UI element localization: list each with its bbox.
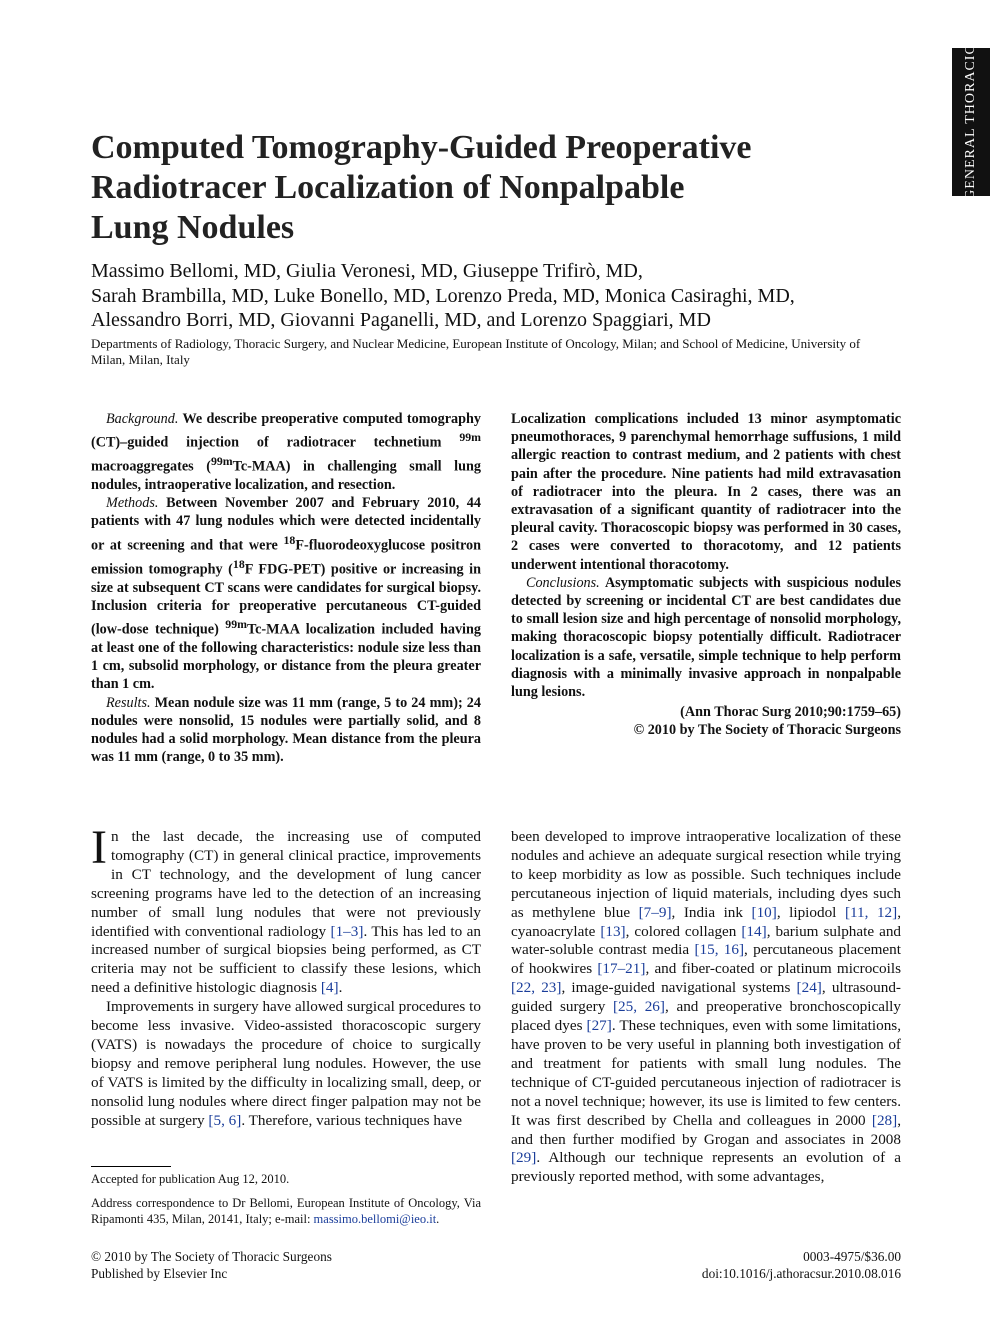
- body-text: , percutaneous placement of hookwires: [511, 941, 901, 978]
- abstract-text: macroaggregates (: [91, 458, 211, 475]
- citation-link[interactable]: [7–9]: [638, 903, 672, 921]
- journal-citation: (Ann Thorac Surg 2010;90:1759–65): [680, 704, 901, 721]
- address-text: .: [436, 1212, 440, 1226]
- abstract-text: Tc-MAA) in challenging small lung nodules, intraoperative localization, and resection.: [91, 458, 481, 494]
- footer-left: [91, 1249, 332, 1282]
- superscript: 99m: [210, 454, 233, 469]
- body-text: , and preoperative bronchoscopically placed dyes: [511, 998, 901, 1035]
- body-text: . Therefore, various techniques have: [241, 1111, 463, 1129]
- accepted-date: Accepted for publication Aug 12, 2010.: [91, 1172, 290, 1186]
- abstract-text: We describe preoperative computed tomography (CT)–guided injection of radiotracer technetium: [91, 411, 481, 451]
- superscript: 18: [232, 556, 245, 571]
- abstract-copyright: © 2010 by The Society of Thoracic Surgeons: [633, 722, 901, 739]
- body-text: .: [338, 979, 343, 997]
- title-line: Computed Tomography-Guided Preoperative: [91, 129, 752, 166]
- section-tab-label: GENERAL THORACIC: [963, 44, 978, 200]
- abstract-right-column: [511, 410, 901, 740]
- address-text: Address correspondence to Dr Bellomi, European Institute of Oncology, Via Ripamonti 435, Milan, 20141, Italy; e-mail:: [91, 1196, 481, 1226]
- body-text: . These techniques, even with some limitations, have proven to be very useful in planning both investigation of and treatment for patients with small lung nodules. The technique of CT-guided percutaneous injection of radiotracer is not a novel technique; however, its use is limited to few centers. It was first described by Chella and colleagues in 2000: [511, 1017, 901, 1129]
- abstract-text: F FDG-PET) positive or increasing in size at subsequent CT scans were candidates for surgical biopsy. Inclusion criteria for preoperative percutaneous CT-guided (low-dose technique): [91, 561, 481, 638]
- citation-link[interactable]: [14]: [741, 922, 767, 940]
- author-list: [91, 259, 911, 333]
- article-title: [91, 128, 891, 248]
- abstract-methods: [91, 494, 481, 693]
- title-line: Lung Nodules: [91, 209, 295, 246]
- abstract-text: Between November 2007 and February 2010, 44 patients with 47 lung nodules which were detected incidentally or at screening and that were: [91, 495, 481, 554]
- abstract-text: Tc-MAA localization included having at least one of the following characteristics: nodule size less than 1 cm, subsolid morphology, or distance from the pleura greater than 1 cm.: [91, 621, 481, 693]
- author-line: Sarah Brambilla, MD, Luke Bonello, MD, Lorenzo Preda, MD, Monica Casiraghi, MD,: [91, 284, 795, 307]
- abstract-results-continued: Localization complications included 13 minor asymptomatic pneumothoraces, 9 parenchymal hemorrhage suffusions, 1 mild allergic reaction to contrast medium, and 2 patients with chest pain after the procedure. Nine patients had mild extravasation of radiotracer into the pleura. In 2 cases, there was an extravasation of a significant quantity of radiotracer into the pleural cavity. Thoracoscopic biopsy was performed in 30 cases, 2 cases were converted to thoracotomy, and 12 patients underwent intentional thoracotomy.: [511, 411, 901, 573]
- citation-link[interactable]: [29]: [511, 1149, 537, 1167]
- footer-doi: doi:10.1016/j.athoracsur.2010.08.016: [701, 1265, 901, 1281]
- abstract-label-results: Results.: [106, 694, 151, 711]
- body-paragraph: [91, 998, 481, 1130]
- abstract-text: Asymptomatic subjects with suspicious nodules detected by screening or incidental CT are best candidates due to small lesion size and high percentage of nonsolid morphology, making thoracoscopic biopsy potentially difficult. Radiotracer localization is a safe, versatile, simple technique to help perform diagnosis with a minimally invasive approach in nonpalpable lung lesions.: [511, 574, 901, 701]
- abstract-text: Mean nodule size was 11 mm (range, 5 to 24 mm); 24 nodules were nonsolid, 15 nodules were partially solid, and 8 nodules had a solid morphology. Mean distance from the pleura was 11 mm (range, 0 to 35 mm).: [91, 694, 481, 766]
- footer-right: [600, 1249, 901, 1282]
- citation-link[interactable]: [15, 16]: [694, 941, 745, 959]
- abstract-left-column: [91, 410, 481, 766]
- footer-copyright: © 2010 by The Society of Thoracic Surgeons: [91, 1249, 332, 1264]
- superscript: 99m: [225, 616, 247, 631]
- footnote-divider: [91, 1166, 171, 1167]
- title-line: Radiotracer Localization of Nonpalpable: [91, 169, 685, 206]
- citation-link[interactable]: [24]: [796, 979, 822, 997]
- footnotes: [91, 1171, 481, 1227]
- email-link[interactable]: massimo.bellomi@ieo.it: [313, 1212, 437, 1226]
- citation-link[interactable]: [28]: [871, 1111, 898, 1129]
- citation-link[interactable]: [25, 26]: [612, 998, 665, 1016]
- body-paragraph: [91, 821, 481, 998]
- body-text: , and fiber-coated or platinum microcoils: [645, 960, 901, 978]
- abstract-results: [91, 694, 481, 767]
- superscript: 99m: [459, 430, 481, 445]
- abstract-background: [91, 410, 481, 494]
- abstract-label-background: Background.: [106, 411, 179, 427]
- citation-link[interactable]: [27]: [586, 1017, 612, 1035]
- abstract-label-conclusions: Conclusions.: [526, 574, 600, 591]
- citation-link[interactable]: [10]: [751, 903, 777, 921]
- citation-link[interactable]: [17–21]: [597, 960, 646, 978]
- abstract-label-methods: Methods.: [106, 495, 159, 512]
- citation-link[interactable]: [4]: [320, 979, 339, 997]
- abstract-conclusions: [511, 574, 901, 701]
- body-right-column: [511, 828, 901, 1187]
- body-text: , India ink: [671, 903, 752, 921]
- body-paragraph: [511, 828, 901, 1187]
- body-left-column: [91, 821, 481, 1131]
- citation-link[interactable]: [13]: [600, 922, 626, 940]
- citation-link[interactable]: [11, 12]: [844, 903, 898, 921]
- body-text: , ultrasound-guided surgery: [511, 979, 901, 1016]
- author-line: Massimo Bellomi, MD, Giulia Veronesi, MD, Giuseppe Trifirò, MD,: [91, 260, 643, 282]
- body-text: , colored collagen: [625, 922, 742, 940]
- author-line: Alessandro Borri, MD, Giovanni Paganelli, MD, and Lorenzo Spaggiari, MD: [91, 309, 711, 331]
- body-text: Improvements in surgery have allowed surgical procedures to become less invasive. Video-assisted thoracoscopic surgery (VATS) is nowadays the procedure of choice to surgically biopsy and remove peripheral lung nodules. However, the use of VATS is limited by the difficulty in localizing small, deep, or nonsolid lung nodules where direct finger palpation may not be possible at surgery: [91, 998, 481, 1129]
- body-text: , barium sulphate and water-soluble contrast media: [511, 922, 902, 959]
- abstract-text: F-fluorodeoxyglucose positron emission tomography (: [91, 537, 481, 578]
- affiliation: Departments of Radiology, Thoracic Surgery, and Nuclear Medicine, European Institute of Oncology, Milan; and School of Medicine, University of Milan, Milan, Italy: [91, 336, 861, 367]
- superscript: 18: [283, 532, 296, 547]
- footer-issn: 0003-4975/$36.00: [803, 1249, 901, 1264]
- body-text: , lipiodol: [776, 903, 845, 921]
- citation-link[interactable]: [1–3]: [330, 922, 364, 940]
- correspondence-address: [91, 1195, 481, 1227]
- citation-link[interactable]: [22, 23]: [511, 979, 562, 997]
- body-text: been developed to improve intraoperative localization of these nodules and achieve an adequate surgical resection while trying to keep morbidity as low as possible. Such techniques include percutaneous injection of liquid materials, including dyes such as methylene blue: [511, 828, 901, 921]
- section-tab: [952, 44, 990, 200]
- body-text: n the last decade, the increasing use of computed tomography (CT) in general clinical practice, improvements in CT technology, and the development of lung cancer screening programs have led to the detection of an increasing number of small lung nodules that were not previously identified with conventional radiology: [91, 828, 481, 940]
- citation-link[interactable]: [5, 6]: [208, 1111, 242, 1129]
- body-text: , and then further modified by Grogan and associates in 2008: [511, 1111, 901, 1148]
- footer-publisher: Published by Elsevier Inc: [91, 1265, 228, 1281]
- drop-cap: I: [91, 821, 107, 874]
- body-text: , image-guided navigational systems: [561, 979, 797, 997]
- body-text: . Although our technique represents an evolution of a previously reported method, with some advantages,: [511, 1149, 901, 1186]
- body-text: , cyanoacrylate: [511, 903, 901, 940]
- body-text: . This has led to an increased number of surgical biopsies being performed, as CT criteria may not be sufficient to classify these lesions, which need a definitive histologic diagnosis: [91, 922, 481, 997]
